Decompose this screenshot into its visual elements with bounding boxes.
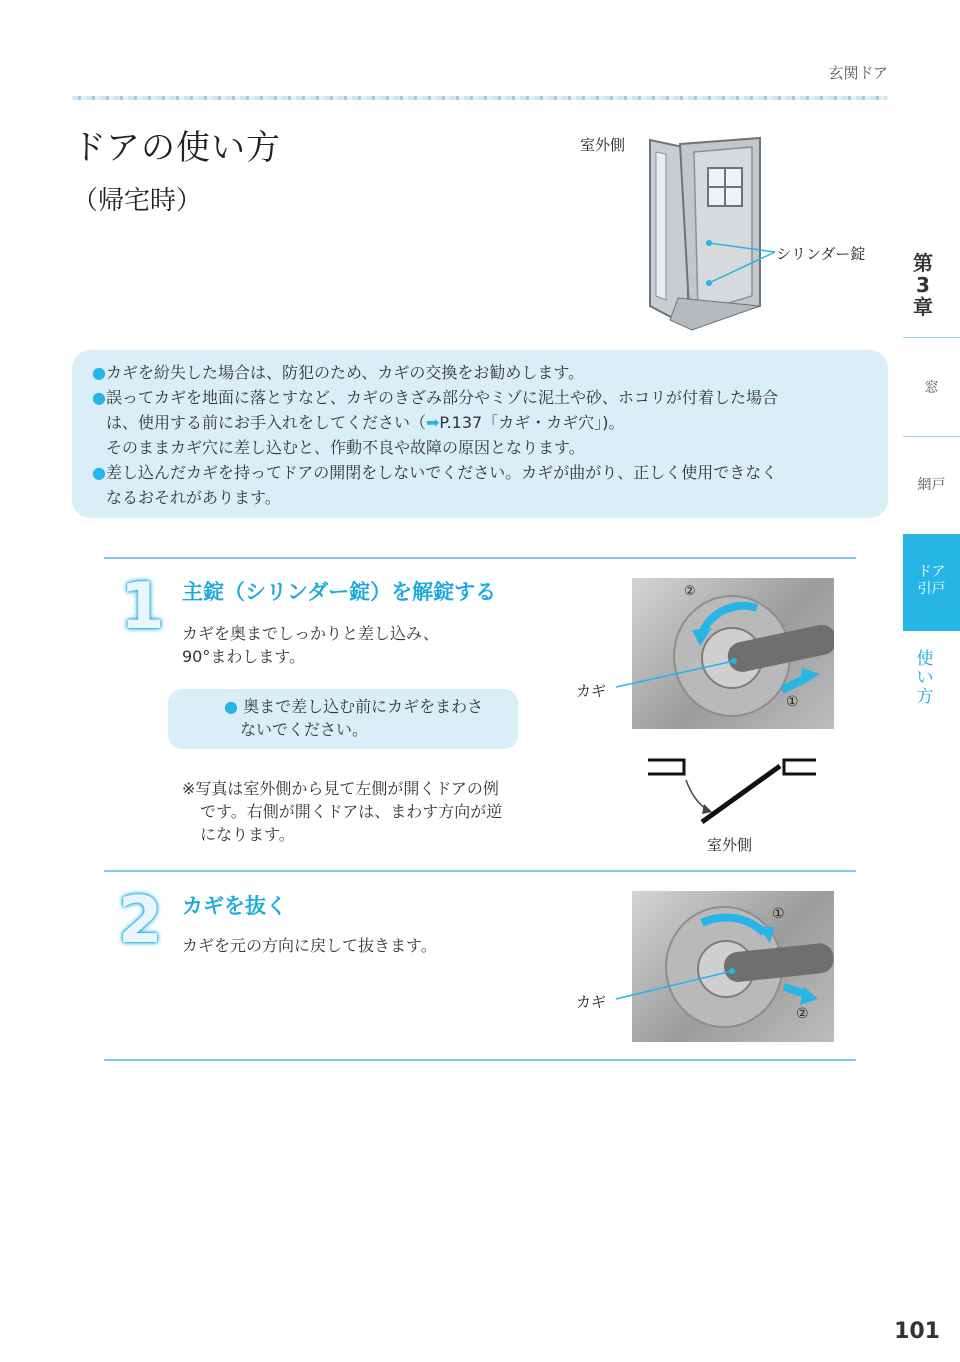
side-current-char: い	[916, 668, 934, 688]
step-divider	[104, 870, 856, 872]
page-number: 101	[894, 1319, 940, 1344]
side-item-screen[interactable]: 網戸	[917, 477, 946, 493]
step-1-body-line: 90°まわします。	[182, 647, 306, 666]
chapter-char: 第	[913, 251, 933, 275]
step-1-tip	[168, 689, 518, 749]
chapter-char: 章	[913, 295, 933, 319]
bullet-icon: ●	[92, 388, 106, 407]
step-1-note	[182, 777, 552, 846]
door-illustration	[570, 130, 890, 340]
caution-text: 差し込んだカギを持ってドアの開閉をしないでください。カギが曲がり、正しく使用できなく	[106, 463, 778, 482]
side-item-door-active[interactable]	[903, 534, 960, 631]
step-1-photo	[632, 578, 834, 729]
door-swing-diagram	[644, 752, 824, 832]
chapter-tab[interactable]	[903, 252, 943, 318]
side-divider	[903, 337, 960, 338]
tip-text: ないでください。	[240, 720, 369, 739]
key-pointer-line	[612, 965, 742, 1005]
step-1-number: 1	[120, 570, 165, 644]
caution-text: は、使用する前にお手入れをしてください（	[106, 413, 427, 432]
step-2-mark-2: ②	[796, 1006, 809, 1022]
header-rule	[72, 96, 888, 100]
step-1-title: 主錠（シリンダー錠）を解錠する	[182, 580, 497, 604]
step-2-key-label: カギ	[576, 993, 607, 1011]
note-line: ※写真は室外側から見て左側が開くドアの例	[182, 779, 499, 798]
page-subtitle: （帰宅時）	[72, 186, 203, 216]
caution-text: 誤ってカギを地面に落とすなど、カギのきざみ部分やミゾに泥土や砂、ホコリが付着した場合	[106, 388, 779, 407]
cylinder-lock-label: シリンダー錠	[776, 245, 866, 263]
step-1-body-line: カギを奥までしっかりと差し込み、	[182, 624, 439, 643]
step-1-mark-1: ①	[786, 694, 799, 710]
step-1-body	[182, 622, 439, 668]
side-divider	[903, 436, 960, 437]
caution-item	[92, 385, 866, 410]
caution-text-cont	[92, 410, 866, 435]
step-2-body: カギを元の方向に戻して抜きます。	[182, 936, 437, 955]
caution-text-cont: なるおそれがあります。	[106, 488, 281, 507]
note-line: です。右側が開くドアは、まわす方向が逆	[200, 802, 503, 821]
tip-text: 奥まで差し込む前にカギをまわさ	[243, 697, 484, 716]
side-item-window[interactable]: 窓	[924, 380, 939, 396]
step-2-title: カギを抜く	[182, 894, 287, 918]
caution-text-cont: そのままカギ穴に差し込むと、作動不良や故障の原因となります。	[106, 438, 585, 457]
page-title: ドアの使い方	[72, 128, 281, 168]
caution-box	[72, 350, 888, 518]
caution-item	[92, 360, 866, 385]
step-2-number: 2	[118, 884, 163, 958]
caution-text: カギを紛失した場合は、防犯のため、カギの交換をお勧めします。	[106, 363, 585, 382]
step-1-key-label: カギ	[576, 682, 607, 700]
page-reference-link[interactable]: P.137「カギ・カギ穴」)。	[439, 413, 625, 432]
side-active-label: ドア	[917, 564, 946, 580]
arrow-right-icon: ➡	[426, 413, 440, 432]
step-1-mark-2: ②	[684, 584, 696, 599]
chapter-num: 3	[916, 273, 930, 297]
bullet-icon: ●	[224, 697, 238, 716]
bullet-icon: ●	[92, 463, 106, 482]
side-current-char: 方	[916, 687, 934, 707]
diagram-outside-label: 室外側	[707, 836, 753, 854]
key-pointer-line	[612, 655, 742, 695]
note-line: になります。	[200, 825, 295, 844]
step-divider	[104, 557, 856, 559]
step-divider	[104, 1059, 856, 1061]
side-current-topic[interactable]	[914, 650, 936, 707]
side-current-char: 使	[916, 649, 934, 669]
section-label: 玄関ドア	[828, 64, 888, 82]
side-active-label: 引戸	[917, 581, 946, 597]
door-outside-label: 室外側	[580, 136, 626, 154]
step-2-mark-1: ①	[772, 906, 785, 922]
bullet-icon: ●	[92, 363, 106, 382]
caution-item	[92, 460, 866, 485]
